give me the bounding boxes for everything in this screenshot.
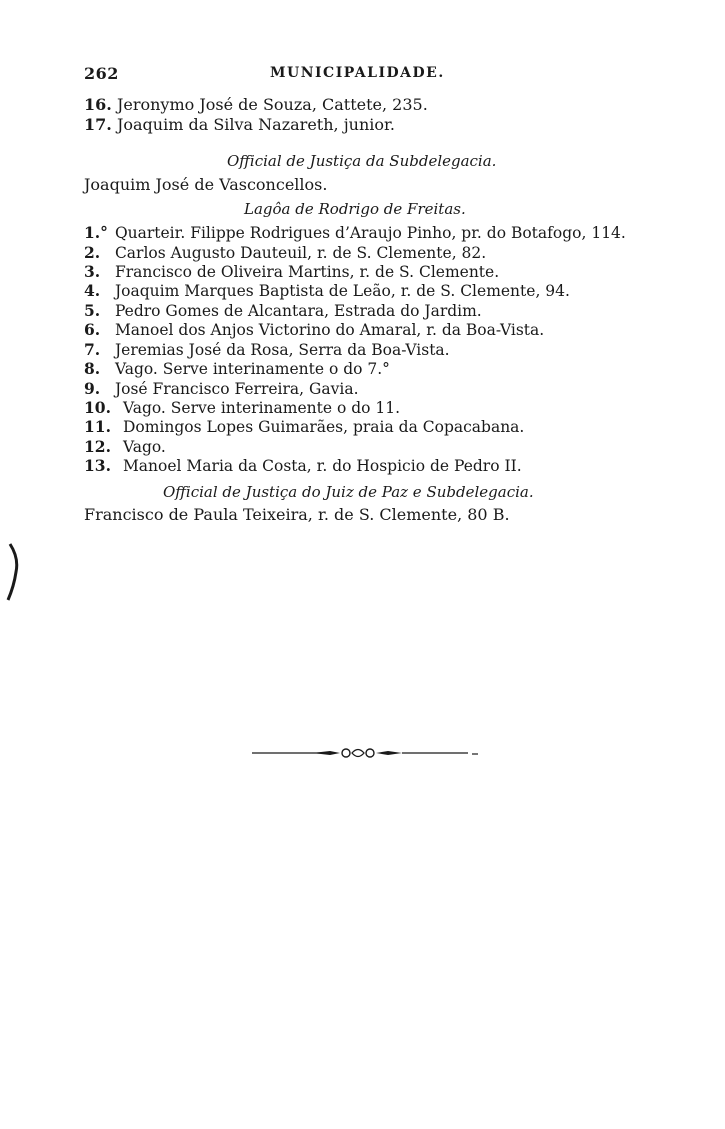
entry-text: Quarteir. Filippe Rodrigues d’Araujo Pinho, pr. do Botafogo, 114. xyxy=(114,224,626,242)
list-item xyxy=(84,438,166,456)
entry-number: 7. xyxy=(84,340,101,359)
entry-number: 13. xyxy=(84,456,111,475)
entry-number: 3. xyxy=(84,262,101,281)
entry-text: José Francisco Ferreira, Gavia. xyxy=(114,380,359,398)
entry-text: Domingos Lopes Guimarães, praia da Copacabana. xyxy=(122,418,525,436)
page-header xyxy=(84,64,484,88)
entry-number: 8. xyxy=(84,359,101,378)
official-name: Francisco de Paula Teixeira, r. de S. Clemente, 80 B. xyxy=(84,505,510,524)
entry-text: Vago. xyxy=(122,438,166,456)
official-name: Joaquim José de Vasconcellos. xyxy=(84,175,328,194)
list-item xyxy=(84,96,428,114)
section-heading: Official de Justiça do Juiz de Paz e Subdelegacia. xyxy=(163,483,534,501)
entry-text: Joaquim da Silva Nazareth, junior. xyxy=(116,115,395,134)
entry-text: Jeremias José da Rosa, Serra da Boa-Vista. xyxy=(114,341,450,359)
entry-number: 4. xyxy=(84,281,101,300)
entry-number: 10. xyxy=(84,398,111,417)
entry-text: Joaquim Marques Baptista de Leão, r. de S. Clemente, 94. xyxy=(114,282,570,300)
entry-text: Jeronymo José de Souza, Cattete, 235. xyxy=(116,95,428,114)
page-number: 262 xyxy=(84,64,119,83)
list-item xyxy=(84,263,499,281)
list-item xyxy=(84,341,450,359)
entry-text: Manoel dos Anjos Victorino do Amaral, r. da Boa-Vista. xyxy=(114,321,545,339)
entry-text: Manoel Maria da Costa, r. do Hospicio de Pedro II. xyxy=(122,457,522,475)
entry-text: Carlos Augusto Dauteuil, r. de S. Clemente, 82. xyxy=(114,244,487,262)
entry-number: 17. xyxy=(84,115,112,134)
section-heading: Official de Justiça da Subdelegacia. xyxy=(227,152,497,170)
list-item xyxy=(84,321,544,339)
entry-number: 5. xyxy=(84,301,101,320)
entry-number: 2. xyxy=(84,243,101,262)
list-item xyxy=(84,302,482,320)
list-item xyxy=(84,418,524,436)
section-heading: Lagôa de Rodrigo de Freitas. xyxy=(244,200,466,218)
entry-text: Vago. Serve interinamente o do 11. xyxy=(122,399,401,417)
entry-number: 12. xyxy=(84,437,111,456)
entry-text: Vago. Serve interinamente o do 7.° xyxy=(114,360,390,378)
entry-text: Pedro Gomes de Alcantara, Estrada do Jardim. xyxy=(114,302,482,320)
list-item xyxy=(84,380,359,398)
entry-number: 9. xyxy=(84,379,101,398)
entry-number: 11. xyxy=(84,417,111,436)
list-item xyxy=(84,282,570,300)
list-item xyxy=(84,224,626,242)
list-item xyxy=(84,360,390,378)
margin-bracket-icon xyxy=(4,542,20,602)
list-item xyxy=(84,244,486,262)
list-item xyxy=(84,457,522,475)
end-ornament-icon xyxy=(252,743,482,763)
list-item xyxy=(84,116,395,134)
entry-text: Francisco de Oliveira Martins, r. de S. Clemente. xyxy=(114,263,500,281)
list-item xyxy=(84,399,400,417)
entry-number: 6. xyxy=(84,320,101,339)
running-title: MUNICIPALIDADE. xyxy=(270,65,445,81)
entry-number: 1.° xyxy=(84,223,108,242)
entry-number: 16. xyxy=(84,95,112,114)
